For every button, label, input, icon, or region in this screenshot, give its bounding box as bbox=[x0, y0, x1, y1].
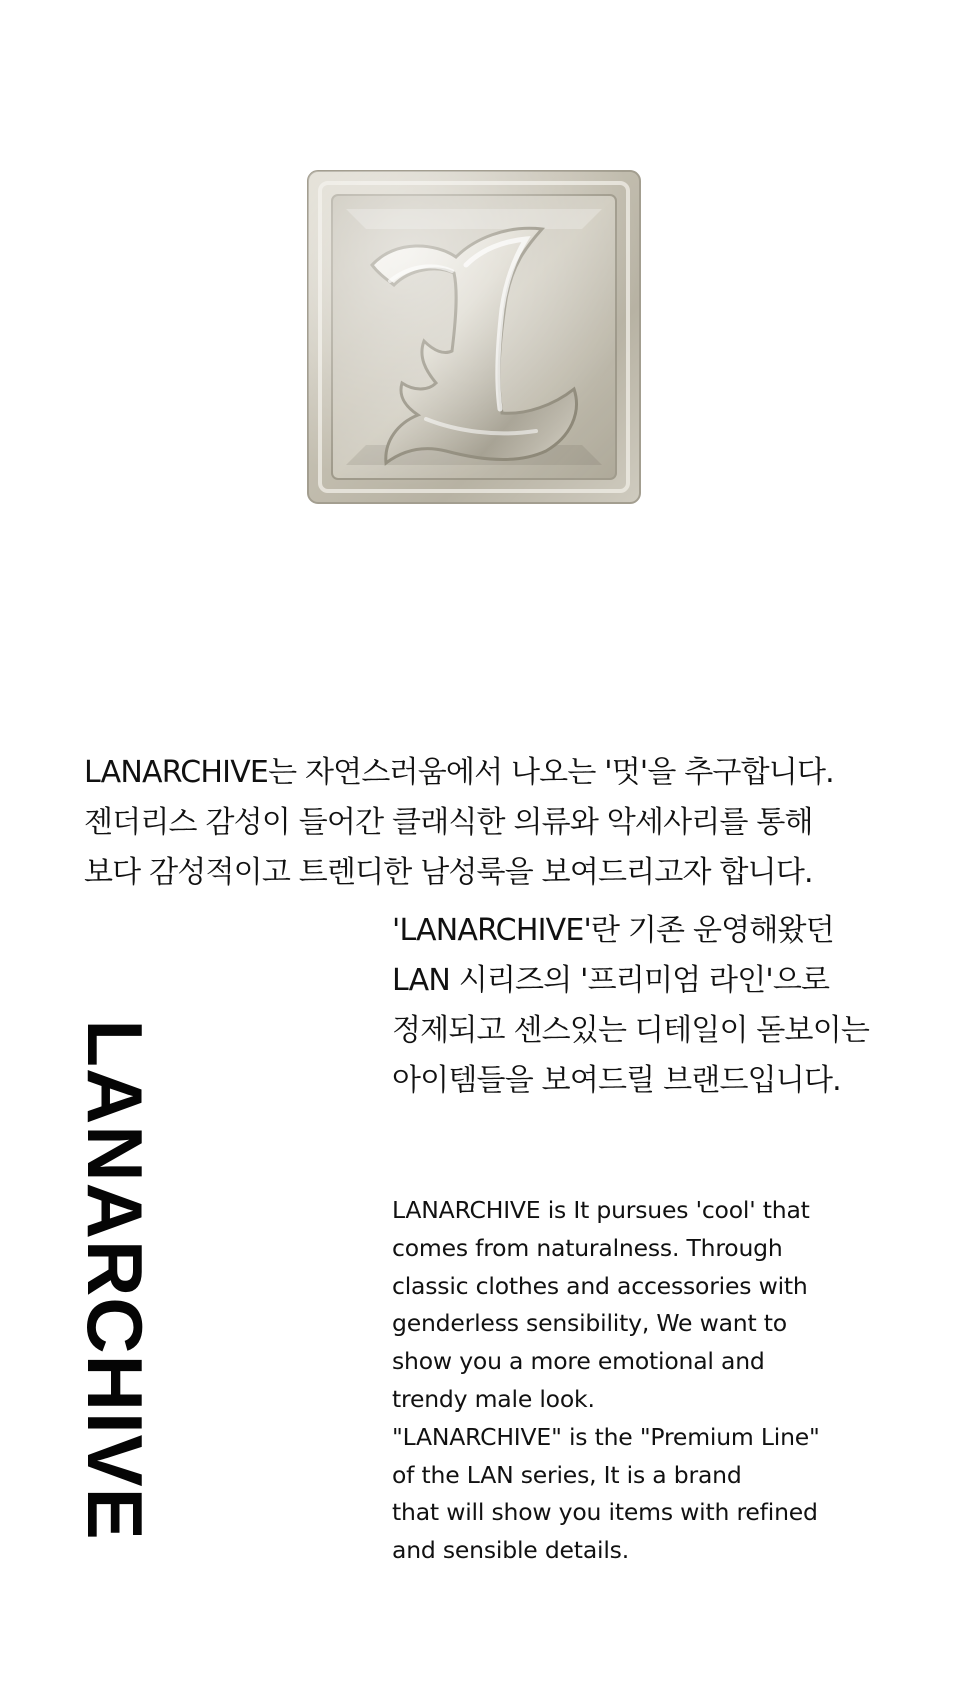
english-description-line: and sensible details. bbox=[392, 1536, 629, 1565]
korean-description-line: 아이템들을 보여드릴 브랜드입니다. bbox=[392, 1063, 841, 1098]
english-description-line: "LANARCHIVE" is the "Premium Line" bbox=[392, 1422, 820, 1451]
english-description-line: trendy male look. bbox=[392, 1384, 595, 1413]
english-description-line: of the LAN series, It is a brand bbox=[392, 1460, 742, 1489]
korean-brand-description bbox=[392, 906, 932, 1106]
english-brand-description bbox=[392, 1192, 912, 1570]
intro-line: 젠더리스 감성이 들어간 클래식한 의류와 악세사리를 통해 bbox=[84, 805, 813, 840]
english-description-line: LANARCHIVE is It pursues 'cool' that bbox=[392, 1196, 810, 1224]
english-description-line: genderless sensibility, We want to bbox=[392, 1309, 787, 1338]
intro-line: LANARCHIVE는 자연스러움에서 나오는 '멋'을 추구합니다. bbox=[84, 755, 834, 790]
korean-description-line: LAN 시리즈의 '프리미엄 라인'으로 bbox=[392, 963, 830, 998]
intro-paragraph bbox=[84, 748, 904, 898]
brand-name: LANARCHIVE bbox=[71, 1019, 159, 1541]
glass-l-logo-icon bbox=[306, 169, 642, 505]
brand-logo-tile bbox=[306, 169, 642, 505]
vertical-brand-wordmark bbox=[71, 1000, 159, 1560]
korean-description-line: 정제되고 센스있는 디테일이 돋보이는 bbox=[392, 1013, 870, 1048]
korean-description-line: 'LANARCHIVE'란 기존 운영해왔던 bbox=[392, 913, 834, 948]
english-description-line: that will show you items with refined bbox=[392, 1498, 818, 1527]
english-description-line: show you a more emotional and bbox=[392, 1347, 765, 1376]
english-description-line: classic clothes and accessories with bbox=[392, 1271, 808, 1300]
intro-line: 보다 감성적이고 트렌디한 남성룩을 보여드리고자 합니다. bbox=[84, 855, 813, 890]
english-description-line: comes from naturalness. Through bbox=[392, 1233, 783, 1262]
